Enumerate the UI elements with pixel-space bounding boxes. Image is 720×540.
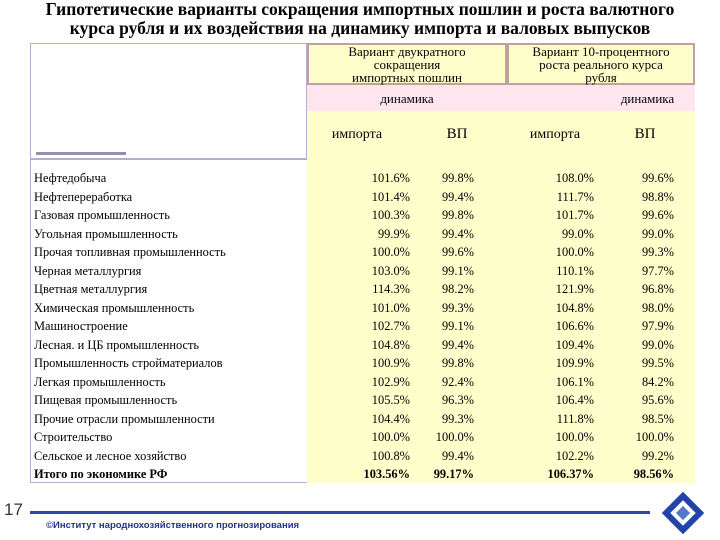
v1-import-value: 101.6% — [371, 171, 410, 185]
v1-vp-value: 99.17% — [433, 467, 474, 481]
v1-import-value: 100.9% — [371, 356, 410, 370]
industry-name: Нефтедобыча — [34, 171, 107, 185]
industry-name: Химическая промышленность — [34, 300, 195, 315]
v1-vp-header: ВП — [446, 126, 468, 142]
v2-vp-value: 96.8% — [641, 282, 674, 296]
total-row — [34, 465, 694, 484]
v2-vp-value: 99.0% — [641, 226, 674, 241]
industry-name: Легкая промышленность — [34, 374, 166, 389]
industry-name: Итого по экономике РФ — [34, 467, 168, 481]
industry-name: Машиностроение — [34, 319, 128, 333]
industry-name: Лесная. и ЦБ промышленность — [34, 337, 200, 352]
footer-organization: ©Институт народнохозяйственного прогнозирования — [46, 520, 300, 531]
v2-vp-value: 98.5% — [641, 411, 674, 426]
v2-vp-value: 99.0% — [641, 337, 674, 352]
v2-import-value: 111.8% — [556, 411, 594, 426]
v2-import-value: 106.4% — [555, 393, 594, 407]
v1-import-value: 100.8% — [371, 448, 410, 463]
v2-import-value: 106.37% — [547, 467, 594, 481]
v2-vp-header: ВП — [634, 126, 656, 142]
table-row — [34, 336, 694, 355]
v1-vp-value: 100.0% — [435, 430, 474, 444]
table-row — [34, 373, 694, 392]
v1-import-value: 103.0% — [371, 263, 410, 278]
table-row — [34, 206, 694, 225]
table-row — [34, 428, 694, 447]
v2-vp-value: 99.6% — [641, 208, 674, 222]
v1-vp-value: 99.6% — [441, 245, 474, 259]
industry-name: Нефтепереработка — [34, 189, 133, 204]
v2-vp-value: 100.0% — [635, 430, 674, 444]
industry-name: Строительство — [34, 430, 113, 444]
v1-import-value: 104.4% — [371, 411, 410, 426]
v2-import-value: 100.0% — [555, 245, 594, 259]
table-row — [34, 262, 694, 281]
v1-vp-value: 99.8% — [441, 208, 474, 222]
variant2-dynamics-label: динамика — [620, 91, 675, 106]
institute-logo-icon — [660, 490, 710, 540]
v1-import-value: 101.4% — [371, 189, 410, 204]
industry-name: Промышленность стройматериалов — [34, 356, 223, 370]
v1-import-value: 102.9% — [371, 374, 410, 389]
v2-vp-value: 84.2% — [641, 374, 674, 389]
industry-name: Газовая промышленность — [34, 208, 170, 222]
v1-vp-value: 99.8% — [441, 356, 474, 370]
v2-import-value: 109.9% — [555, 356, 594, 370]
v2-import-value: 108.0% — [555, 171, 594, 185]
v2-vp-value: 98.56% — [633, 467, 674, 481]
v1-import-value: 105.5% — [371, 393, 410, 407]
v1-vp-value: 96.3% — [441, 393, 474, 407]
v1-vp-value: 99.3% — [441, 300, 474, 315]
v1-vp-value: 99.4% — [441, 448, 474, 463]
v2-import-header: импорта — [529, 127, 581, 142]
table-row — [34, 243, 694, 262]
table-row — [34, 169, 694, 188]
v1-vp-value: 92.4% — [441, 374, 474, 389]
v1-import-value: 114.3% — [372, 282, 410, 296]
v1-vp-value: 99.4% — [441, 189, 474, 204]
v2-vp-value: 99.3% — [641, 245, 674, 259]
table-row — [34, 299, 694, 318]
v2-vp-value: 98.0% — [641, 300, 674, 315]
header-divider — [36, 152, 126, 155]
v1-vp-value: 99.4% — [441, 226, 474, 241]
page-number: 17 — [4, 500, 23, 519]
table-row — [34, 354, 694, 373]
table-row — [34, 225, 694, 244]
title-line-1: Гипотетические варианты сокращения импортных пошлин и роста валютного — [45, 0, 675, 19]
industry-name: Сельское и лесное хозяйство — [34, 448, 187, 463]
industry-name: Прочая топливная промышленность — [34, 245, 226, 259]
v1-vp-value: 99.1% — [441, 263, 474, 278]
title-line-2: курса рубля и их воздействия на динамику импорта и валовых выпусков — [69, 18, 651, 38]
table-row — [34, 447, 694, 466]
slide-title — [0, 0, 720, 38]
v1-import-value: 99.9% — [377, 226, 410, 241]
v1-import-value: 103.56% — [363, 467, 410, 481]
variant1-dynamics-label: динамика — [380, 91, 434, 106]
table-row — [34, 317, 694, 336]
industry-name: Черная металлургия — [34, 263, 142, 278]
v1-import-value: 104.8% — [371, 337, 410, 352]
v2-vp-value: 97.9% — [641, 319, 674, 333]
footer-divider — [30, 511, 650, 514]
v2-vp-value: 98.8% — [641, 189, 674, 204]
v2-import-value: 121.9% — [555, 282, 594, 296]
v1-import-value: 100.0% — [371, 430, 410, 444]
v2-import-value: 102.2% — [555, 448, 594, 463]
row-header-box — [30, 43, 307, 159]
v2-import-value: 101.7% — [555, 208, 594, 222]
v2-import-value: 109.4% — [555, 337, 594, 352]
v2-vp-value: 95.6% — [641, 393, 674, 407]
v2-vp-value: 99.5% — [641, 356, 674, 370]
v1-import-header: импорта — [331, 127, 383, 142]
v1-vp-value: 99.1% — [441, 319, 474, 333]
v1-vp-value: 99.4% — [441, 337, 474, 352]
v2-import-value: 110.1% — [556, 263, 594, 278]
table-row — [34, 188, 694, 207]
table-row — [34, 391, 694, 410]
variant1-title: Вариант двукратного сокращения импортных пошлин — [348, 44, 466, 85]
industry-name: Прочие отрасли промышленности — [34, 411, 215, 426]
v2-import-value: 106.6% — [555, 319, 594, 333]
v1-vp-value: 98.2% — [441, 282, 474, 296]
industry-name: Угольная промышленность — [34, 226, 178, 241]
v1-vp-value: 99.3% — [441, 411, 474, 426]
table-row — [34, 280, 694, 299]
v2-vp-value: 99.2% — [641, 448, 674, 463]
v1-import-value: 102.7% — [371, 319, 410, 333]
variant2-title: Вариант 10-процентного роста реального курса рубля — [532, 44, 670, 85]
v1-import-value: 101.0% — [371, 300, 410, 315]
industry-name: Пищевая промышленность — [34, 393, 178, 407]
v2-import-value: 111.7% — [556, 189, 594, 204]
industry-name: Цветная металлургия — [34, 282, 148, 296]
v2-import-value: 104.8% — [555, 300, 594, 315]
v2-import-value: 100.0% — [555, 430, 594, 444]
v2-vp-value: 99.6% — [641, 171, 674, 185]
v2-import-value: 99.0% — [561, 226, 594, 241]
v1-vp-value: 99.8% — [441, 171, 474, 185]
v2-import-value: 106.1% — [555, 374, 594, 389]
v1-import-value: 100.3% — [371, 208, 410, 222]
v2-vp-value: 97.7% — [641, 263, 674, 278]
v1-import-value: 100.0% — [371, 245, 410, 259]
table-row — [34, 410, 694, 429]
